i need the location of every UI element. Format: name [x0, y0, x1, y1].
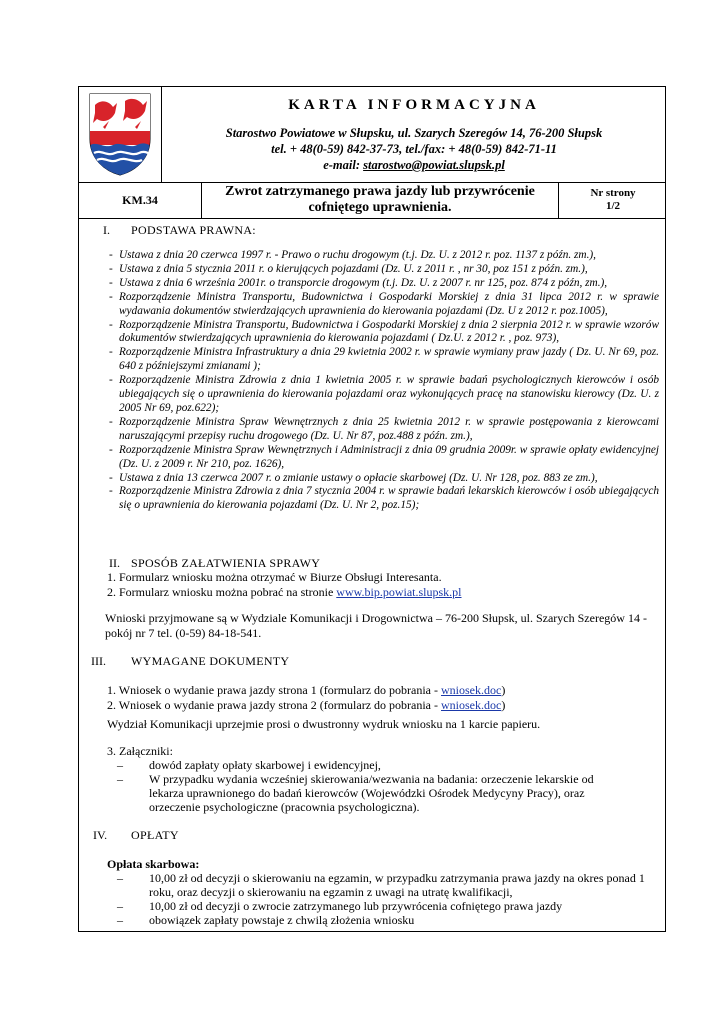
legal-item: - Rozporządzenie Ministra Transportu, Budownictwa i Gospodarki Morskiej z dnia 2 sierpnia 2012 r. w sprawie wzorów dokumentów stwierdzających uprawnienia do kierowania pojazdami ( Dz.U. z 2012 r. , poz. 973),	[109, 319, 659, 347]
card-header	[79, 87, 665, 183]
legal-item: - Ustawa z dnia 20 czerwca 1997 r. - Prawo o ruchu drogowym (t.j. Dz. U. z 2012 r. poz. 1137 z późn. zm.),	[109, 249, 659, 263]
stamp-duty-title: Opłata skarbowa:	[107, 857, 200, 871]
address-line: Starostwo Powiatowe w Słupsku, ul. Szarych Szeregów 14, 76-200 Słupsk	[225, 126, 603, 140]
card-code: KM.34	[79, 182, 202, 218]
attachment-item: – W przypadku wydania wcześniej skierowania/wezwania na badania: orzeczenie lekarskie od lekarza uprawnionego do badań kierowców (Wojewódzki Ośrodek Medycyny Pracy), oraz orzeczenie psychologiczne (pracownia psychologiczna).	[117, 772, 657, 814]
application-office-note: Wnioski przyjmowane są w Wydziale Komunikacji i Drogownictwa – 76-200 Słupsk, ul. Szarych Szeregów 14 - pokój nr 7 tel. (0-59) 84-18-541.	[105, 611, 647, 640]
subject-line-2: cofniętego uprawnienia.	[308, 200, 452, 215]
fees-list	[117, 871, 657, 927]
document-item-2-close: )	[501, 698, 506, 712]
section-title: OPŁATY	[131, 828, 179, 842]
page-number-box	[558, 182, 667, 218]
email-label: e-mail:	[323, 158, 364, 172]
document-item-2	[107, 698, 505, 713]
email-line	[163, 157, 665, 173]
legal-item: - Rozporządzenie Ministra Spraw Wewnętrznych z dnia 25 kwietnia 2012 r. w sprawie postępowania z kierowcami naruszającymi przepisy ruchu drogowego (Dz. U. Nr 87, poz.488 z późn. zm.),	[109, 416, 659, 444]
fee-item: – obowiązek zapłaty powstaje z chwilą złożenia wniosku	[117, 913, 657, 927]
section-number: I.	[103, 223, 110, 237]
section-number: III.	[91, 654, 106, 668]
email-link[interactable]: starostwo@powiat.slupsk.pl	[363, 158, 505, 172]
document-item-2-text: 2. Wniosek o wydanie prawa jazdy strona 2 (formularz do pobrania -	[107, 698, 442, 712]
section-title: WYMAGANE DOKUMENTY	[131, 654, 290, 668]
card-subject-row	[79, 182, 665, 219]
attachments-list	[117, 758, 657, 814]
section-title: SPOSÓB ZAŁATWIENIA SPRAWY	[131, 556, 321, 570]
legal-item: - Rozporządzenie Ministra Zdrowia z dnia 1 kwietnia 2005 r. w sprawie badań psychologicznych kierowców i osób ubiegających się o uprawnienia do kierowania pojazdami oraz wykonujących pracę na stanowisku kierowcy (Dz. U. z 2005 Nr 69, poz.622);	[109, 374, 659, 416]
fee-item: – 10,00 zł od decyzji o zwrocie zatrzymanego lub przywrócenia cofniętego prawa jazdy	[117, 899, 657, 913]
bip-website-link[interactable]: www.bip.powiat.slupsk.pl	[336, 585, 462, 599]
card-title: KARTA INFORMACYJNA	[288, 97, 540, 113]
wniosek-doc-link[interactable]: wniosek.doc	[441, 683, 502, 697]
duplex-print-request: Wydział Komunikacji uprzejmie prosi o dwustronny wydruk wniosku na 1 karcie papieru.	[107, 717, 541, 731]
coat-of-arms-icon	[87, 91, 153, 177]
page-label: Nr strony	[590, 187, 636, 199]
procedure-item-2-text: 2. Formularz wniosku można pobrać na stronie	[107, 585, 337, 599]
office-address	[163, 125, 665, 173]
fee-item: – 10,00 zł od decyzji o skierowaniu na egzamin, w przypadku zatrzymania prawa jazdy na okres ponad 1 roku, oraz decyzji o skierowaniu na egzamin z uwagi na utratę kwalifikacji,	[117, 871, 657, 899]
legal-item: - Ustawa z dnia 13 czerwca 2007 r. o zmianie ustawy o opłacie skarbowej (Dz. U. Nr 128, poz. 883 ze zm.),	[109, 472, 659, 486]
document-item-1	[107, 683, 505, 698]
document-item-1-close: )	[501, 683, 506, 697]
subject-line-1: Zwrot zatrzymanego prawa jazdy lub przywrócenie	[225, 184, 535, 199]
coat-of-arms-cell	[79, 87, 162, 182]
page-value: 1/2	[605, 200, 621, 212]
section-number: IV.	[93, 828, 108, 842]
legal-item: - Rozporządzenie Ministra Transportu, Budownictwa i Gospodarki Morskiej z dnia 31 lipca 2012 r. w sprawie wydawania dokumentów stwierdzających uprawnienia do kierowania pojazdami (Dz. U z 2012 r. poz.1005),	[109, 291, 659, 319]
document-item-1-text: 1. Wniosek o wydanie prawa jazdy strona 1 (formularz do pobrania -	[107, 683, 442, 697]
wniosek-doc-link[interactable]: wniosek.doc	[441, 698, 502, 712]
legal-basis-list	[109, 249, 659, 513]
procedure-item-1: 1. Formularz wniosku można otrzymać w Biurze Obsługi Interesanta.	[107, 570, 442, 584]
legal-item: - Rozporządzenie Ministra Zdrowia z dnia 7 stycznia 2004 r. w sprawie badań lekarskich kierowców i osób ubiegających się o uprawnienia do kierowania pojazdami (Dz. U. Nr 2, poz.15);	[109, 485, 659, 513]
section-title: PODSTAWA PRAWNA:	[131, 223, 256, 237]
card-subject	[202, 182, 558, 218]
legal-item: - Rozporządzenie Ministra Spraw Wewnętrznych i Administracji z dnia 09 grudnia 2009r. w sprawie opłaty ewidencyjnej (Dz. U. z 2009 r. Nr 210, poz. 1626),	[109, 444, 659, 472]
legal-item: - Ustawa z dnia 6 września 2001r. o transporcie drogowym (t.j. Dz. U. z 2007 r. nr 125, poz. 874 z późn, zm.),	[109, 277, 659, 291]
legal-item: - Ustawa z dnia 5 stycznia 2011 r. o kierujących pojazdami (Dz. U. z 2011 r. , nr 30, poz 151 z późn. zm.),	[109, 263, 659, 277]
section-number: II.	[109, 556, 120, 570]
phone-line: tel. + 48(0-59) 842-37-73, tel./fax: + 48(0-59) 842-71-11	[271, 142, 557, 156]
procedure-item-2	[107, 585, 462, 600]
legal-item: - Rozporządzenie Ministra Infrastruktury a dnia 29 kwietnia 2002 r. w sprawie wymiany praw jazdy ( Dz. U. Nr 69, poz. 640 z późniejszymi zmianami );	[109, 346, 659, 374]
attachment-item: – dowód zapłaty opłaty skarbowej i ewidencyjnej,	[117, 758, 657, 772]
information-card	[78, 86, 666, 932]
attachments-label: 3. Załączniki:	[107, 744, 173, 758]
